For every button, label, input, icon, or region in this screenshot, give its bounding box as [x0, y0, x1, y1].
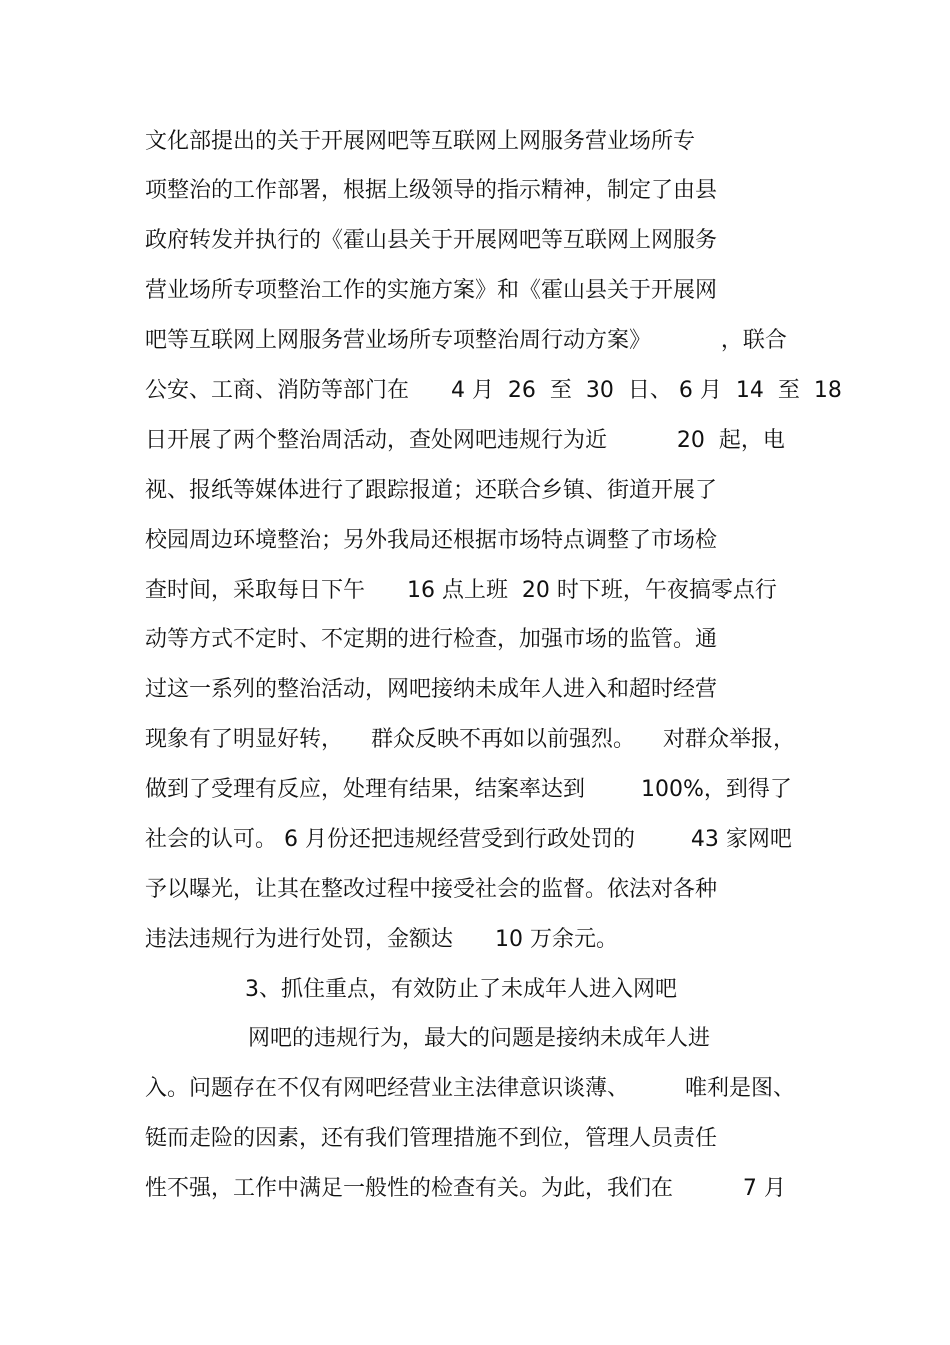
body-text-line: 做到了受理有反应，处理有结果，结案率达到 100%，到得了: [145, 777, 792, 802]
body-text-line: 铤而走险的因素，还有我们管理措施不到位，管理人员责任: [145, 1126, 718, 1151]
body-text-line: 现象有了明显好转， 群众反映不再如以前强烈。 对群众举报，: [145, 727, 795, 752]
body-text-line: 视、报纸等媒体进行了跟踪报道；还联合乡镇、街道开展了: [145, 478, 718, 503]
body-text-line: 社会的认可。 6 月份还把违规经营受到行政处罚的 43 家网吧: [145, 827, 792, 852]
body-text-line: 文化部提出的关于开展网吧等互联网上网服务营业场所专: [145, 129, 696, 154]
body-text-line: 性不强，工作中满足一般性的检查有关。为此，我们在 7 月: [145, 1176, 786, 1201]
body-text-line: 营业场所专项整治工作的实施方案》和《霍山县关于开展网: [145, 278, 718, 303]
body-text-line: 予以曝光，让其在整改过程中接受社会的监督。依法对各种: [145, 877, 718, 902]
body-text-line: 公安、工商、消防等部门在 4 月 26 至 30 日、 6 月 14 至 18: [145, 378, 842, 403]
body-text-line: 违法违规行为进行处罚，金额达 10 万余元。: [145, 927, 618, 952]
paragraph-first-line: 网吧的违规行为，最大的问题是接纳未成年人进: [248, 1026, 711, 1051]
body-text-line: 动等方式不定时、不定期的进行检查，加强市场的监管。通: [145, 627, 718, 652]
body-text-line: 过这一系列的整治活动，网吧接纳未成年人进入和超时经营: [145, 677, 718, 702]
body-text-line: 吧等互联网上网服务营业场所专项整治周行动方案》 ，联合: [145, 328, 787, 353]
body-text-line: 项整治的工作部署，根据上级领导的指示精神，制定了由县: [145, 178, 718, 203]
body-text-line: 查时间，采取每日下午 16 点上班 20 时下班，午夜搞零点行: [145, 578, 777, 603]
body-text-line: 政府转发并执行的《霍山县关于开展网吧等互联网上网服务: [145, 228, 718, 253]
body-text-line: 日开展了两个整治周活动，查处网吧违规行为近 20 起，电: [145, 428, 785, 453]
section-heading: 3、抓住重点，有效防止了未成年人进入网吧: [245, 977, 677, 1002]
body-text-line: 入。问题存在不仅有网吧经营业主法律意识谈薄、 唯利是图、: [145, 1076, 795, 1101]
body-text-line: 校园周边环境整治；另外我局还根据市场特点调整了市场检: [145, 528, 718, 553]
